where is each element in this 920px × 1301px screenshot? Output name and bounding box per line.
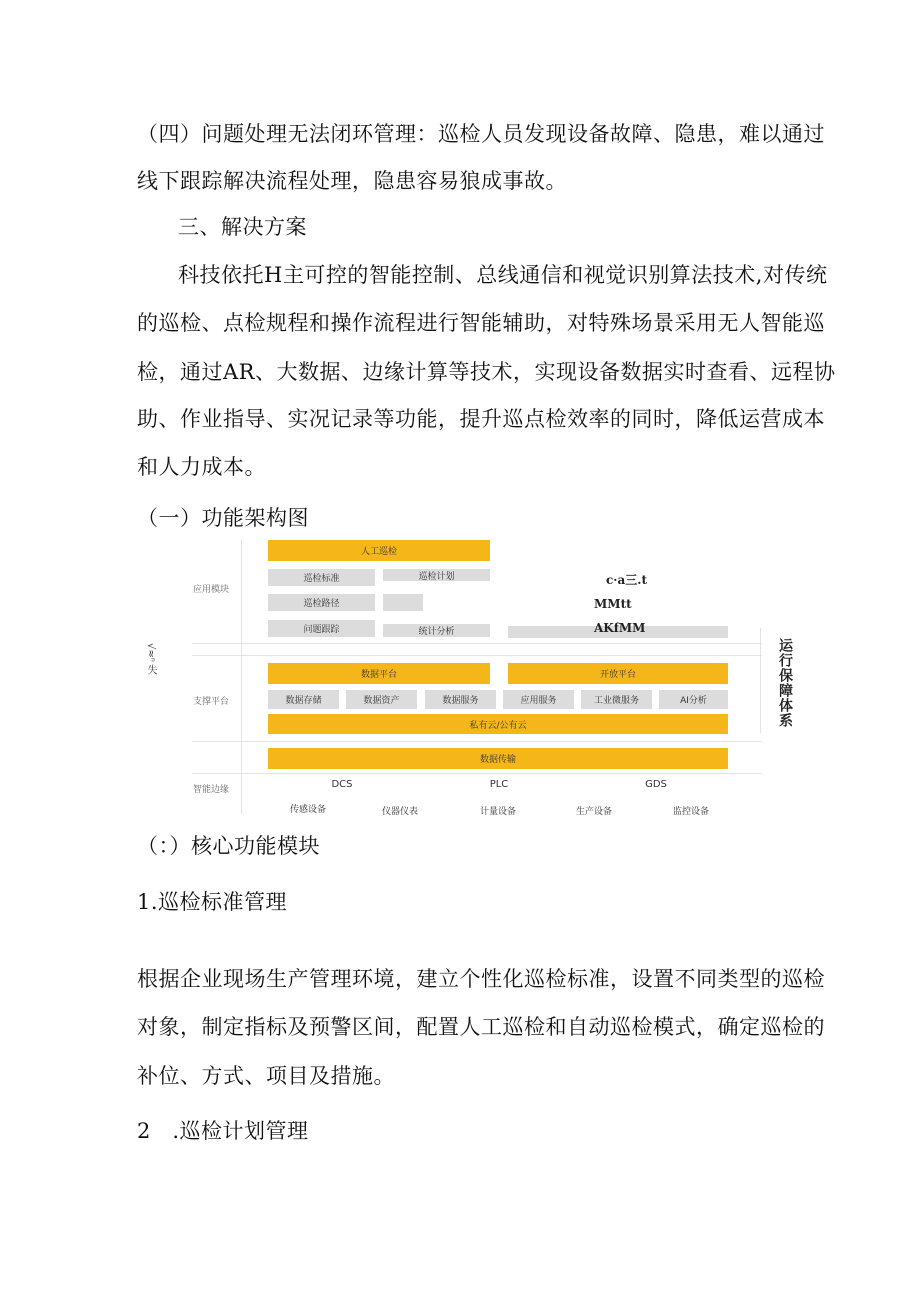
box-gds: GDS [582,777,730,792]
core-modules-heading: （：）核心功能模块 [137,834,320,858]
box-plc: PLC [425,777,573,792]
box-industrial-microservice: 工业微服务 [581,690,652,709]
solution-line4: 助、作业指导、实况记录等功能，提升巡点检效率的同时，降低运营成本 [137,407,825,431]
box-data-storage: 数据存储 [268,690,339,709]
box-app-blank [383,594,423,611]
label-smart-edge: 智能边缘 [193,785,230,795]
solution-line3: 检，通过AR、大数据、边缘计算等技术，实现设备数据实时查看、远程协 [137,360,836,384]
box-production-device: 生产设备 [554,803,634,817]
box-inspection-standard: 巡检标准 [268,569,375,586]
label-app-module: 应用模块 [193,585,230,595]
item1-line1: 根据企业现场生产管理环境，建立个性化巡检标准，设置不同类型的巡检 [137,967,825,991]
box-cloud: 私有云/公有云 [268,714,728,734]
section-heading-solution: 三、解决方案 [178,215,307,239]
box-data-transfer: 数据传输 [268,748,728,769]
box-statistics: 统计分析 [383,624,490,637]
overlay-text-2: MMtt [594,597,632,611]
box-sensor-device: 传感设备 [268,801,348,815]
box-inspection-plan: 巡检计划 [383,569,490,581]
box-open-platform: 开放平台 [508,663,728,684]
box-data-assets: 数据资产 [346,690,417,709]
label-side-garbled: √≈ⁿ 失 [145,643,156,675]
item1-line3: 补位、方式、项目及措施。 [137,1064,395,1088]
p4-line1: （四）问题处理无法闭环管理：巡检人员发现设备故障、隐患，难以通过 [137,122,825,146]
box-dcs: DCS [268,777,416,792]
overlay-text-3: AKfMM [594,621,646,635]
box-instrument: 仪器仪表 [360,803,440,817]
label-operation-assurance: 运行保障体系 [777,638,793,728]
solution-line5: 和人力成本。 [137,455,266,479]
p4-line2: 线下跟踪解决流程处理，隐患容易狼成事故。 [137,169,567,193]
box-inspection-route: 巡检路径 [268,594,375,611]
box-manual-inspection: 人工巡检 [268,540,490,561]
box-monitor-device: 监控设备 [651,803,731,817]
item1-line2: 对象，制定指标及预警区间，配置人工巡检和自动巡检模式，确定巡检的 [137,1015,825,1039]
box-application-service: 应用服务 [503,690,574,709]
item2-title: 2 .巡检计划管理 [137,1119,309,1143]
box-data-platform: 数据平台 [268,663,490,684]
solution-line1: 科技依托H主可控的智能控制、总线通信和视觉识别算法技术,对传统 [178,263,828,287]
box-data-service: 数据服务 [425,690,496,709]
figure-heading: （一）功能架构图 [137,506,309,530]
overlay-text-1: c·a三.t [606,573,647,587]
label-support-platform: 支撑平台 [193,697,230,707]
box-ai-analysis: AI分析 [659,690,728,709]
item1-title: 1.巡检标准管理 [137,890,288,914]
box-issue-tracking: 问题跟踪 [268,620,375,637]
solution-line2: 的巡检、点检规程和操作流程进行智能辅助，对特殊场景采用无人智能巡 [137,311,825,335]
box-metering-device: 计量设备 [458,803,538,817]
